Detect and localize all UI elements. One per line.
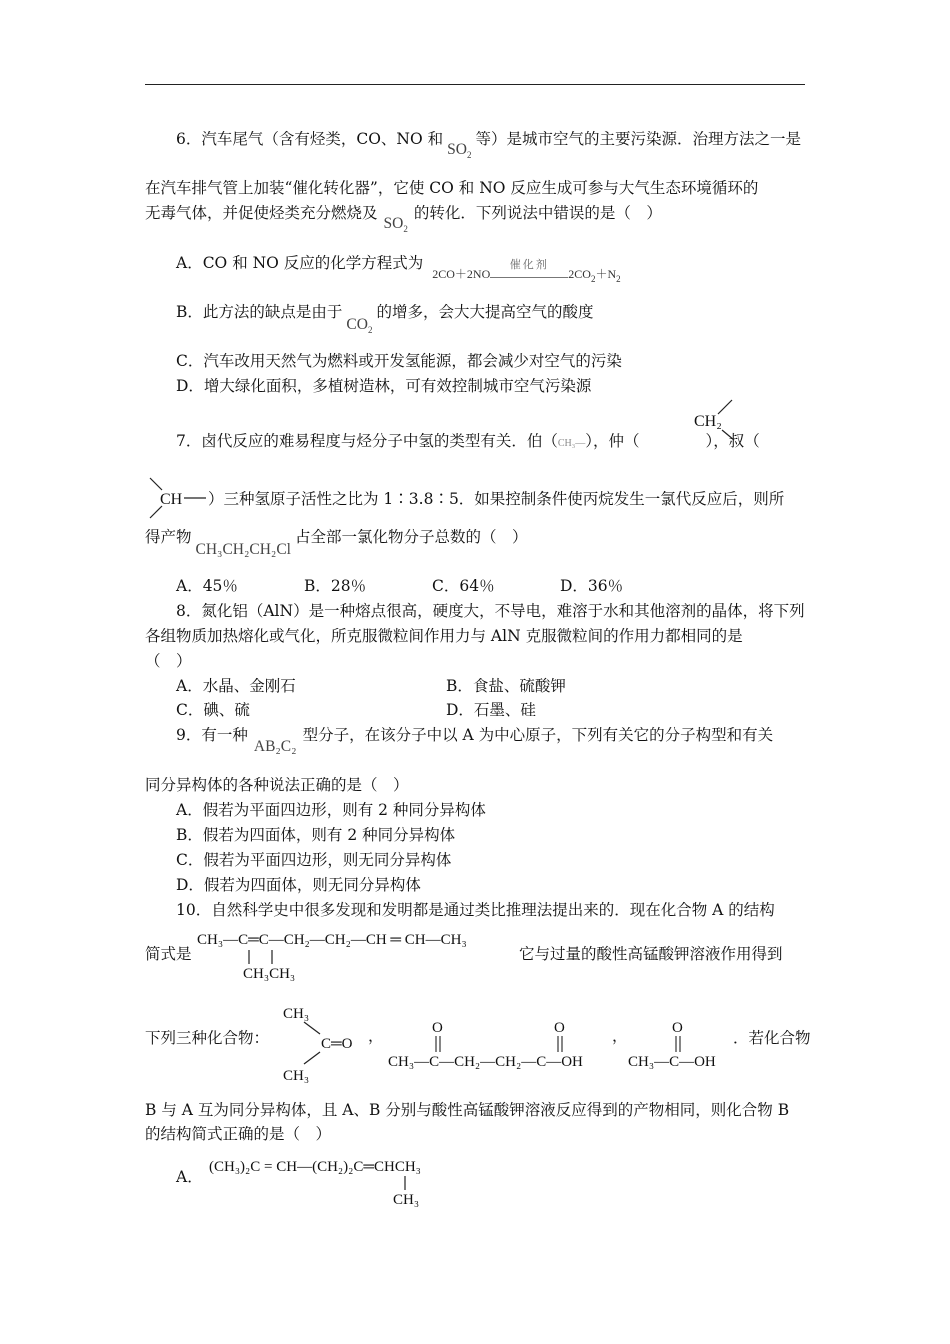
q8-line-2: 各组物质加热熔化或气化，所克服微粒间作用力与 AlN 克服微粒间的作用力都相同的是 <box>145 627 743 645</box>
ch-label: CH <box>160 491 183 508</box>
q7-text: 7．卤代反应的难易程度与烃分子中氢的类型有关．伯（ <box>176 432 558 450</box>
compound-a-substituents: CH₃CH₃ <box>243 966 296 982</box>
q7-option-b: B．28％ <box>304 577 367 595</box>
keto-acid-o2: O <box>554 1020 565 1036</box>
q10-line-4: B 与 A 互为同分异构体，且 A、B 分别与酸性高锰酸钾溶液反应得到的产物相同，则化合物 B <box>145 1101 790 1119</box>
q6-option-d: D．增大绿化面积，多植树造林，可有效控制城市空气污染源 <box>176 377 592 395</box>
q6-text: 无毒气体，并促使烃类充分燃烧及 <box>145 204 378 222</box>
q6-text: 的转化．下列说法中错误的是（ ） <box>413 204 662 222</box>
q8-option-b: B．食盐、硫酸钾 <box>446 677 566 695</box>
acetic-acid-o: O <box>672 1020 683 1036</box>
bond-line <box>304 1022 320 1034</box>
q9-text: 型分子，在该分子中以 A 为中心原子，下列有关它的分子构型和有关 <box>302 726 774 744</box>
keto-acid-chain: CH₃—C—CH₂—CH₂—C—OH <box>388 1054 583 1070</box>
comma-1: ， <box>368 1027 384 1045</box>
q8-option-d: D．石墨、硅 <box>446 701 536 719</box>
q7-option-c: C．64％ <box>432 577 495 595</box>
q10-line-3a: 下列三种化合物： <box>145 1029 270 1047</box>
header-rule <box>145 84 805 85</box>
q10-line-1: 10．自然科学史中很多发现和发明都是通过类比推理法提出来的．现在化合物 A 的结构 <box>176 901 775 919</box>
q9-text: 9．有一种 <box>176 726 248 744</box>
q8-option-c: C．碘、硫 <box>176 701 250 719</box>
q9-option-d: D．假若为四面体，则无同分异构体 <box>176 876 421 894</box>
acetone-carbonyl: C═O <box>321 1036 353 1052</box>
acetone-ch3-top: CH₃ <box>283 1006 310 1022</box>
bond-line <box>304 1052 320 1064</box>
acetic-acid-chain: CH₃—C—OH <box>628 1054 716 1070</box>
option-a-text: A．CO 和 NO 反应的化学方程式为 <box>176 254 424 272</box>
q6-option-b <box>176 302 594 335</box>
q7-option-a: A．45％ <box>176 577 238 595</box>
q9-option-a: A．假若为平面四边形，则有 2 种同分异构体 <box>176 801 486 819</box>
q7-text: 得产物 <box>145 528 192 546</box>
co2-formula: $CO_2$ <box>346 316 373 335</box>
q9-option-c: C．假若为平面四边形，则无同分异构体 <box>176 851 452 869</box>
q7-text: 占全部一氯化物分子总数的（ ） <box>294 528 528 546</box>
q6-line-3 <box>145 203 662 234</box>
q7-line-1 <box>176 431 760 454</box>
secondary-ch2-structure <box>688 396 748 446</box>
q7-option-d: D．36％ <box>560 577 624 595</box>
acetone-ch3-bottom: CH₃ <box>283 1068 310 1084</box>
q10-line-5: 的结构简式正确的是（ ） <box>145 1125 332 1143</box>
q7-line-3 <box>145 527 528 558</box>
q7-text: ），叔（ <box>705 432 760 450</box>
keto-acid-o1: O <box>432 1020 443 1036</box>
q6-option-c: C．汽车改用天然气为燃料或开发氢能源，都会减少对空气的污染 <box>176 352 622 370</box>
q10-line-2a: 简式是 <box>145 945 192 963</box>
reaction-equation: 2CO＋2NO 催化剂 2CO2＋N2 <box>432 259 621 284</box>
q8-option-a: A．水晶、金刚石 <box>176 677 296 695</box>
bond-line <box>150 478 162 490</box>
tertiary-ch-structure <box>146 474 208 524</box>
q10-option-a-structure: (CH₃)₂C = CH—(CH₂)₂C═CHCH₃ <box>209 1159 421 1175</box>
q10-option-a-label: A． <box>176 1168 203 1186</box>
comma-2: ， <box>612 1027 628 1045</box>
q9-line-2: 同分异构体的各种说法正确的是（ ） <box>145 776 409 794</box>
q6-line-2: 在汽车排气管上加装“催化转化器”，它使 CO 和 NO 反应生成可参与大气生态环境循环的 <box>145 179 759 197</box>
q9-line-1 <box>176 725 774 755</box>
so2-formula: $SO_2$ <box>447 141 472 160</box>
bond-line <box>718 400 732 414</box>
q7-text: ），仲（ <box>585 432 640 450</box>
compound-a-structure <box>197 930 467 950</box>
q10-line-2b: 它与过量的酸性高锰酸钾溶液作用得到 <box>519 945 783 963</box>
ch2-label: CH₂ <box>694 413 722 430</box>
so2-formula: $SO_2$ <box>383 215 408 234</box>
q10-line-3b: ．若化合物 <box>733 1029 811 1047</box>
product-formula: CH₃CH₂CH₂Cl <box>195 541 291 558</box>
q6-text: 6．汽车尾气（含有烃类，CO、NO 和 <box>176 130 444 148</box>
option-b-text: 的增多，会大大提高空气的酸度 <box>376 303 594 321</box>
q6-option-a <box>176 253 621 284</box>
q8-line-1: 8．氮化铝（AlN）是一种熔点很高，硬度大，不导电，难溶于水和其他溶剂的晶体，将下列 <box>176 602 805 620</box>
compound-a-main-chain: CH₃—C═C—CH₂—CH₂—CH ═ CH—CH₃ <box>197 932 467 948</box>
bond-line <box>722 430 734 440</box>
option-b-text: B．此方法的缺点是由于 <box>176 303 343 321</box>
q8-line-3: （ ） <box>145 652 192 670</box>
q9-option-b: B．假若为四面体，则有 2 种同分异构体 <box>176 826 456 844</box>
ab2c2-formula: AB₂C₂ <box>253 738 297 755</box>
q6-text: 等）是城市空气的主要污染源．治理方法之一是 <box>475 130 801 148</box>
primary-ch3: CH₃— <box>557 438 586 449</box>
q6-line-1 <box>176 129 801 160</box>
q7-line-2: ）三种氢原子活性之比为 1∶3.8∶5．如果控制条件使丙烷发生一氯代反应后，则所 <box>208 490 785 508</box>
q10-option-a-substituent: CH₃ <box>393 1192 420 1208</box>
